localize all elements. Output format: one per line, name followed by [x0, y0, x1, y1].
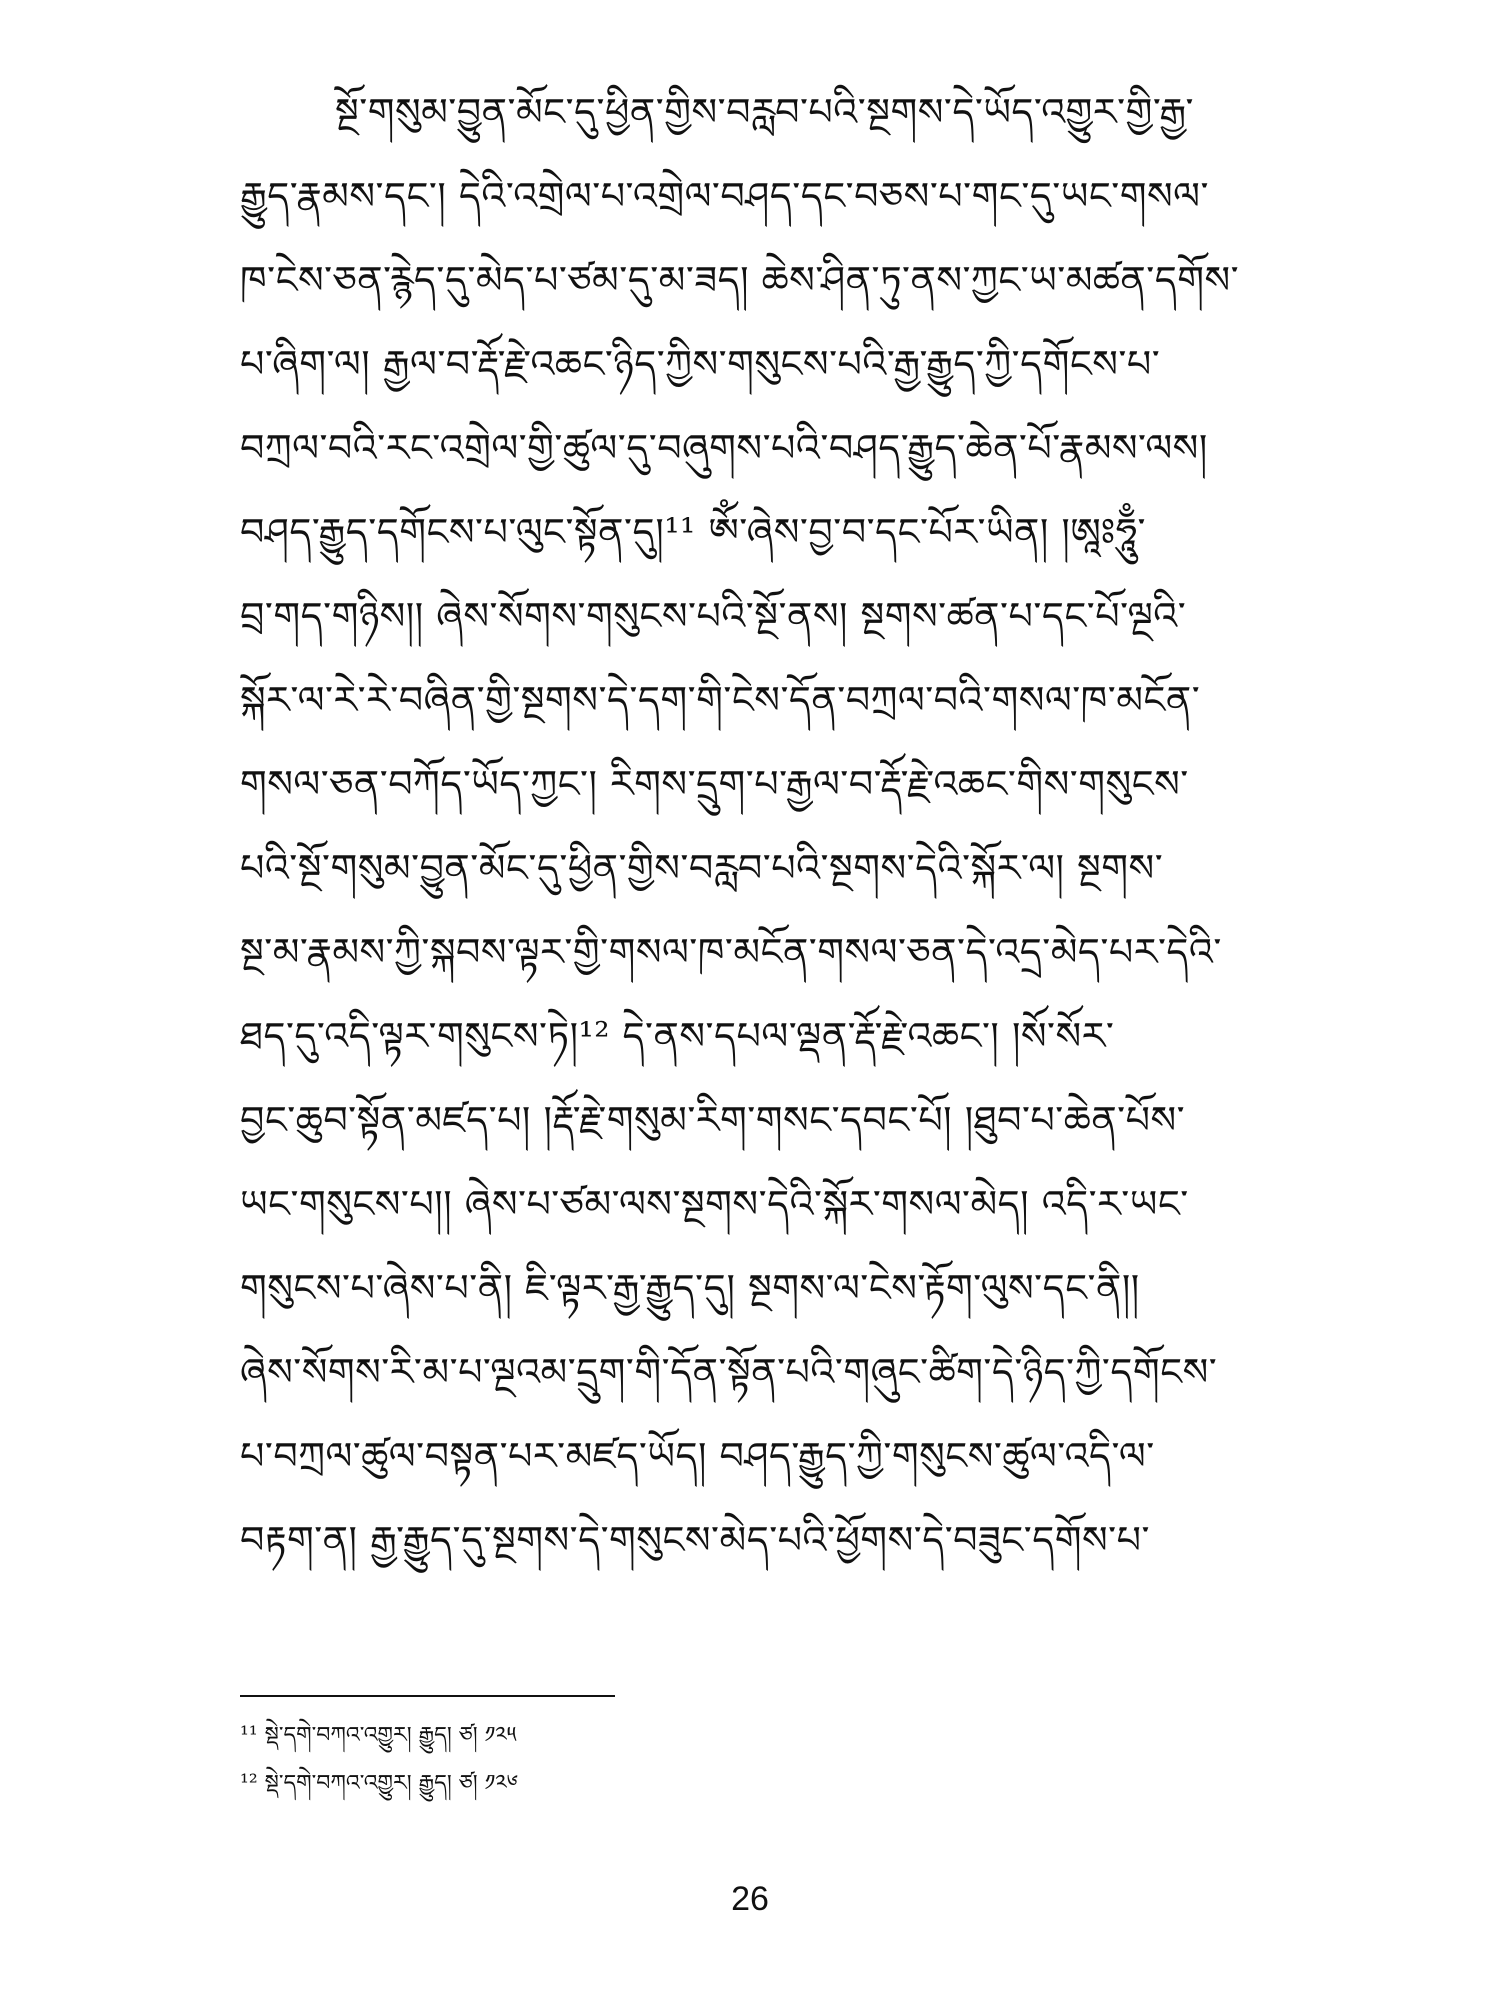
text-line-3: ཁ་ངེས་ཅན་རྙེད་དུ་མེད་པ་ཙམ་དུ་མ་ཟད། ཆེས་ཤིན་ཏུ་ནས་ཀྱང་ཡ་མཚན་དགོས་: [240, 258, 1240, 302]
text-line-15: གསུངས་པ་ཞེས་པ་ནི། ཇི་ལྟར་རྒྱ་རྒྱུད་དུ། སྔགས་ལ་ངེས་རྟོག་ལུས་དང་ནི།།: [240, 1266, 1140, 1310]
text-line-11: སྔ་མ་རྣམས་ཀྱི་སྐབས་ལྟར་གྱི་གསལ་ཁ་མངོན་གསལ་ཅན་དེ་འདྲ་མེད་པར་དེའི་: [240, 930, 1222, 974]
footnote-separator: [240, 1695, 615, 1697]
text-line-2: རྒྱུད་རྣམས་དང་། དེའི་འགྲེལ་པ་འགྲེལ་བཤད་དང་བཅས་པ་གང་དུ་ཡང་གསལ་: [240, 174, 1209, 218]
text-line-14: ཡང་གསུངས་པ།། ཞེས་པ་ཙམ་ལས་སྔགས་དེའི་སྐོར་གསལ་མེད། འདི་ར་ཡང་: [240, 1182, 1189, 1226]
text-line-4: པ་ཞིག་ལ། རྒྱལ་བ་རྡོ་རྗེ་འཆང་ཉིད་ཀྱིས་གསུངས་པའི་རྒྱ་རྒྱུད་ཀྱི་དགོངས་པ་: [240, 342, 1161, 386]
text-line-16: ཞེས་སོགས་རི་མ་པ་ལྔའམ་དྲུག་གི་དོན་སྟོན་པའི་གཞུང་ཚིག་དེ་ཉིད་ཀྱི་དགོངས་: [240, 1350, 1218, 1394]
text-line-18: བརྟག་ན། རྒྱ་རྒྱུད་དུ་སྔགས་དེ་གསུངས་མེད་པའི་ཕྱོགས་དེ་བཟུང་དགོས་པ་: [240, 1518, 1150, 1562]
footnote-12: ¹² སྡེ་དགེ་བཀའ་འགྱུར། རྒྱུད། ཙ། ༡༢༦: [240, 1771, 518, 1796]
text-line-9: གསལ་ཅན་བཀོད་ཡོད་ཀྱང་། རིགས་དྲུག་པ་རྒྱལ་བ་རྡོ་རྗེ་འཆང་གིས་གསུངས་: [240, 762, 1189, 806]
text-line-17: པ་བཀྲལ་ཚུལ་བསྟན་པར་མཛད་ཡོད། བཤད་རྒྱུད་ཀྱི་གསུངས་ཚུལ་འདི་ལ་: [240, 1434, 1155, 1478]
page-number: 26: [731, 1880, 769, 1918]
text-line-8: སྐོར་ལ་རེ་རེ་བཞིན་གྱི་སྔགས་དེ་དག་གི་ངེས་དོན་བཀྲལ་བའི་གསལ་ཁ་མངོན་: [240, 678, 1201, 722]
text-line-12: ཐད་དུ་འདི་ལྟར་གསུངས་ཏེ།¹² དེ་ནས་དཔལ་ལྡན་རྡོ་རྗེ་འཆང་། །སོ་སོར་: [240, 1014, 1115, 1058]
footnote-11: ¹¹ སྡེ་དགེ་བཀའ་འགྱུར། རྒྱུད། ཙ། ༡༢༥: [240, 1723, 517, 1748]
text-line-1: སྔོ་གསུམ་བྱུན་མོང་དུ་ཕྱིན་གྱིས་བརླབ་པའི་སྔགས་དེ་ཡོད་འགྱུར་གྱི་རྒྱ་: [335, 90, 1194, 134]
text-line-10: པའི་སྔོ་གསུམ་བྱུན་མོང་དུ་ཕྱིན་གྱིས་བརླབ་པའི་སྔགས་དེའི་སྐོར་ལ། སྔགས་: [240, 846, 1164, 890]
text-line-6: བཤད་རྒྱུད་དགོངས་པ་ལུང་སྟོན་དུ།¹¹ ཨོཾ་ཞེས་བྱ་བ་དང་པོར་ཡིན། །ཨཱཿཧཱུྃ་: [240, 510, 1147, 554]
main-body-text: [240, 70, 1300, 1582]
text-line-13: བྱང་ཆུབ་སྟོན་མཛད་པ། །རྡོ་རྗེ་གསུམ་རིག་གསང་དབང་པོ། །ཐུབ་པ་ཆེན་པོས་: [240, 1098, 1186, 1142]
text-line-5: བཀྲལ་བའི་རང་འགྲེལ་གྱི་ཚུལ་དུ་བཞུགས་པའི་བཤད་རྒྱུད་ཆེན་པོ་རྣམས་ལས།: [240, 426, 1208, 470]
text-line-7: བྲ་གད་གཉིས།། ཞེས་སོགས་གསུངས་པའི་སྔོ་ནས། སྔགས་ཚན་པ་དང་པོ་ལྔའི་: [240, 594, 1187, 638]
footnotes: [240, 1712, 940, 1808]
